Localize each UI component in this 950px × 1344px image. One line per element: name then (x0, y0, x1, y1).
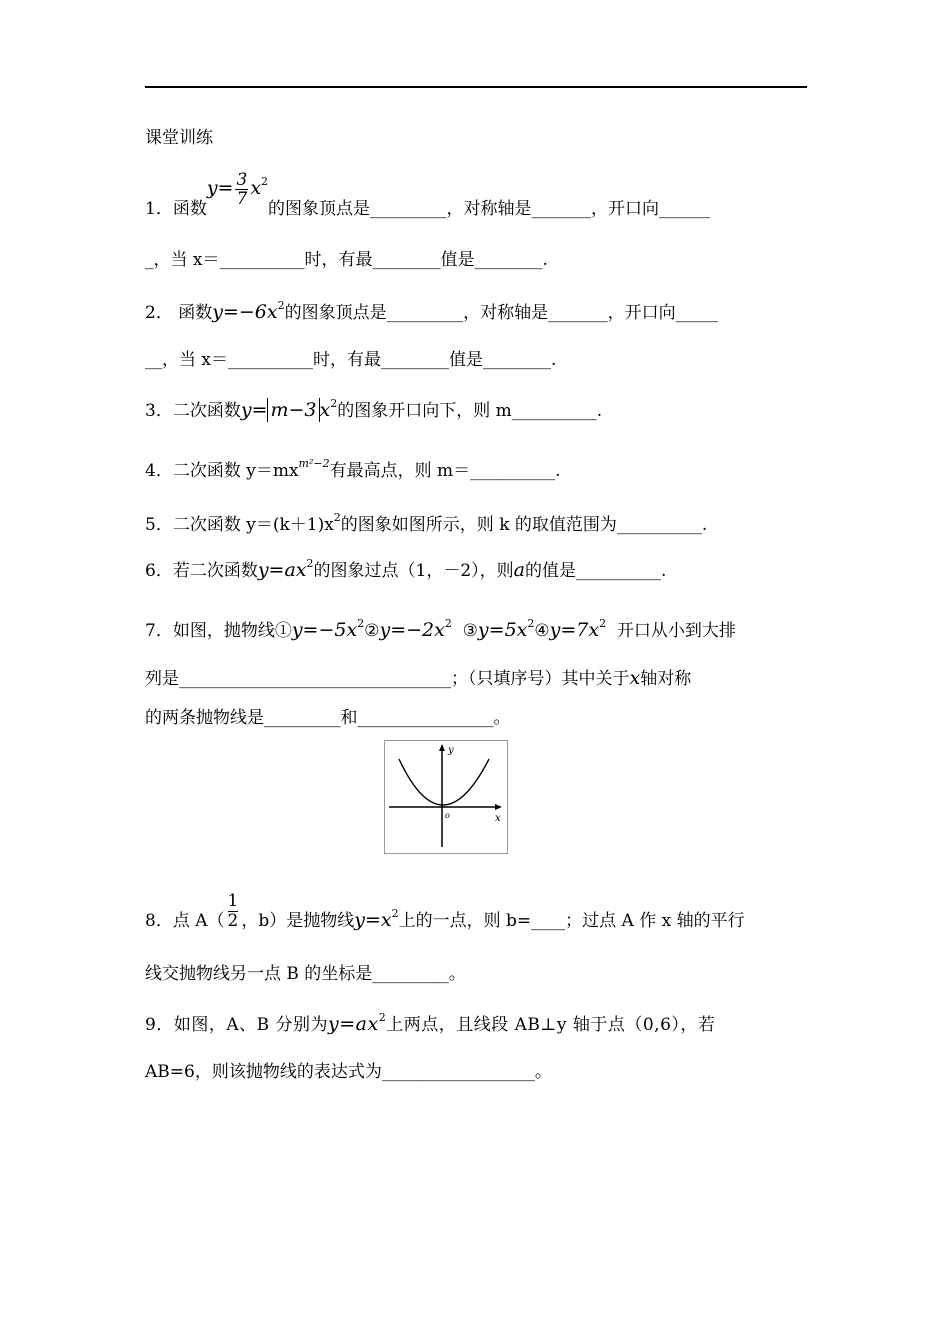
question-3: 3．二次函数y= m−3 $x^2$的图象开口向下，则 m__________. (145, 397, 603, 421)
question-9-line-2: AB=6，则该抛物线的表达式为__________________。 (145, 1062, 552, 1082)
q1-formula: y= $\frac{3}{7}$ $x^2$ (206, 169, 269, 209)
question-2-line-1: 2． 函数$y=-6x^2$的图象顶点是_________，对称轴是_______，开口向_____ (145, 299, 719, 323)
parabola-figure (384, 740, 508, 854)
section-title: 课堂训练 (145, 128, 213, 148)
q8-fraction: $\frac{1}{2}$ (227, 891, 239, 931)
question-8-line-2: 线交抛物线另一点 B 的坐标是_________。 (145, 964, 466, 984)
q1-prefix: 1．函数 (145, 199, 207, 219)
question-7-line-2: 列是________________________________；（只填序号）其中关于x轴对称 (145, 667, 692, 689)
x-axis-arrow (495, 804, 502, 810)
q6-formula: $y=ax^2$ (257, 557, 314, 581)
y-axis-label: y (448, 745, 454, 756)
question-7-line-1: 7．如图，抛物线$①y=-5x^2②y=-2x^2$ $③y=5x^2④y=7x^2$ 开口从小到大排 (145, 617, 736, 641)
question-9-line-1: 9．如图，A、B 分别为$y=ax^2$上两点，且线段 AB⊥y 轴于点（0,6），若 (145, 1011, 716, 1035)
origin-label: o (445, 811, 450, 820)
question-4: 4．二次函数 $y=mx^{m^2-2}$有最高点，则 m＝__________. (145, 457, 561, 481)
q8-formula: $y=x^2$ (354, 907, 399, 931)
q2-formula: $y=-6x^2$ (212, 299, 285, 323)
question-1-line-1 (145, 169, 810, 228)
parabola-curve (399, 759, 489, 805)
question-7-line-3: 的两条抛物线是_________和________________。 (145, 708, 511, 728)
question-8-line-1: 8．点 A（ $\frac{1}{2}$ ，b）是抛物线$y=x^2$上的一点，则 b=____；过点 A 作 x 轴的平行 (145, 891, 745, 931)
x-axis-label: x (495, 813, 501, 824)
q7-formula-2: $y=-2x^2$ (379, 617, 452, 641)
q7-formula-1: $y=-5x^2$ (291, 617, 365, 641)
q3-formula: y= m−3 $x^2$ (240, 397, 338, 421)
question-1-line-2: _，当 x＝__________时，有最________值是________. (145, 250, 548, 270)
question-6: 6．若二次函数$y=ax^2$的图象过点（1，－2），则a的值是__________. (145, 557, 667, 581)
q9-formula: $y=ax^2$ (328, 1011, 387, 1035)
header-rule (145, 86, 807, 88)
q7-formula-4: $y=7x^2$ (549, 617, 607, 641)
y-axis-arrow (439, 744, 445, 751)
parabola-graph (385, 741, 507, 853)
q1-text-a: 的图象顶点是_________，对称轴是_______，开口向______ (268, 199, 711, 219)
question-5: 5．二次函数 $y=(k+1)x^2$的图象如图所示，则 k 的取值范围为__________. (145, 511, 708, 535)
q1-fraction: $\frac{3}{7}$ (236, 169, 248, 209)
question-2-line-2: __，当 x＝__________时，有最________值是________. (145, 350, 557, 370)
q7-formula-3: $y=5x^2$ (477, 617, 535, 641)
